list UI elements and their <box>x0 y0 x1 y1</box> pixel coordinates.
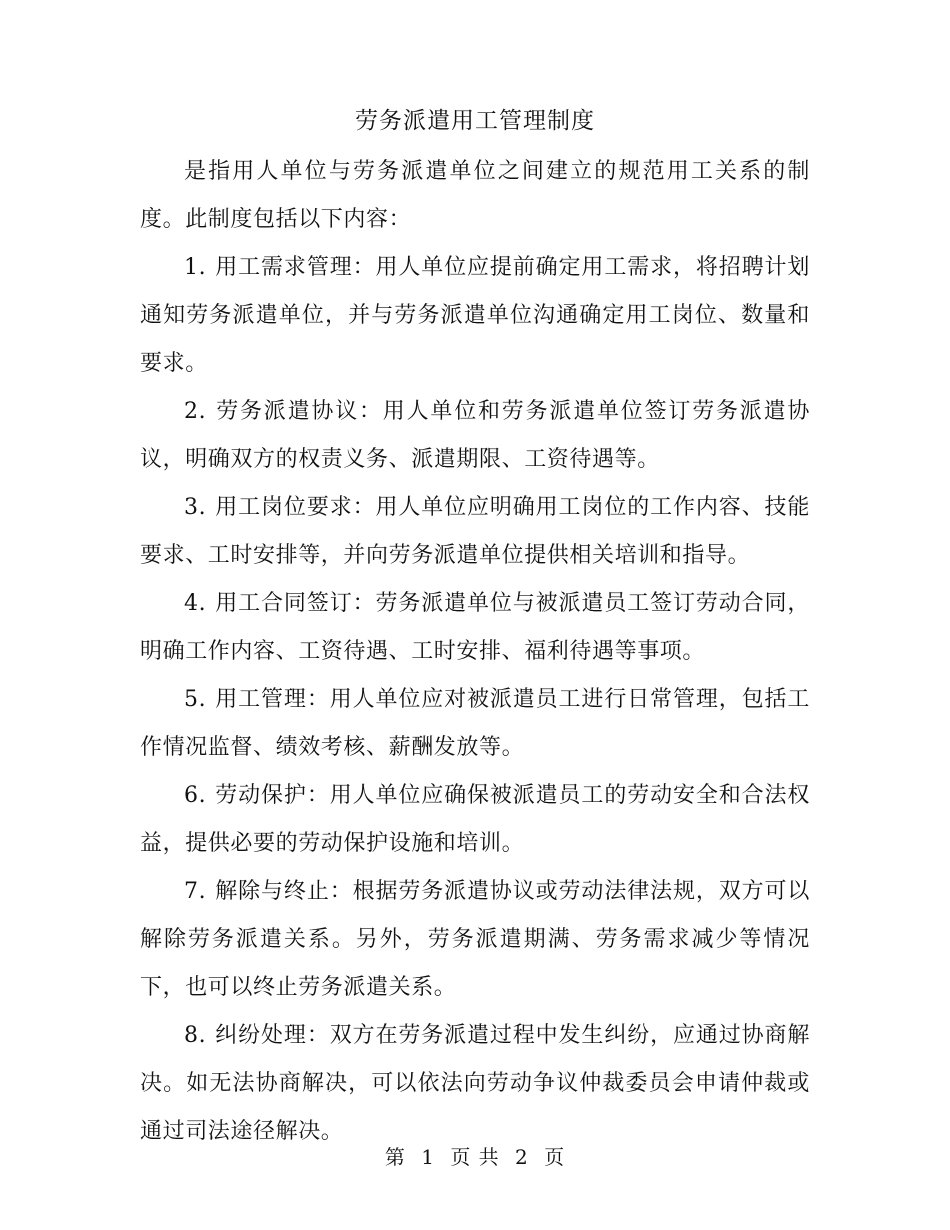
intro-paragraph: 是指用人单位与劳务派遣单位之间建立的规范用工关系的制度。此制度包括以下内容： <box>140 159 810 232</box>
list-item <box>140 244 810 388</box>
document-title: 劳务派遣用工管理制度 <box>355 108 595 134</box>
item-number: 7. <box>184 879 207 904</box>
item-text: 用工需求管理：用人单位应提前确定用工需求，将招聘计划通知劳务派遣单位，并与劳务派遣单位沟通确定用工岗位、数量和要求。 <box>140 255 810 376</box>
list-item <box>140 676 810 772</box>
item-number: 8. <box>184 1023 207 1048</box>
page-footer <box>0 1142 950 1172</box>
item-text: 劳动保护：用人单位应确保被派遣员工的劳动安全和合法权益，提供必要的劳动保护设施和培训。 <box>140 783 810 856</box>
item-number: 2. <box>184 399 207 424</box>
list-item <box>140 1012 810 1156</box>
footer-prefix: 第 <box>384 1145 406 1169</box>
item-number: 3. <box>184 495 207 520</box>
item-text: 纠纷处理：双方在劳务派遣过程中发生纠纷，应通过协商解决。如无法协商解决，可以依法向劳动争议仲裁委员会申请仲裁或通过司法途径解决。 <box>140 1023 810 1144</box>
item-number: 6. <box>184 783 207 808</box>
footer-page-number: 1 <box>421 1145 435 1169</box>
list-item <box>140 868 810 1012</box>
item-number: 4. <box>184 591 207 616</box>
footer-middle: 页 共 <box>450 1145 500 1169</box>
item-text: 用工岗位要求：用人单位应明确用工岗位的工作内容、技能要求、工时安排等，并向劳务派遣单位提供相关培训和指导。 <box>140 495 810 568</box>
item-text: 用工管理：用人单位应对被派遣员工进行日常管理，包括工作情况监督、绩效考核、薪酬发放等。 <box>140 687 810 760</box>
footer-suffix: 页 <box>544 1145 566 1169</box>
item-text: 用工合同签订：劳务派遣单位与被派遣员工签订劳动合同，明确工作内容、工资待遇、工时安排、福利待遇等事项。 <box>140 591 810 664</box>
list-item <box>140 580 810 676</box>
list-item <box>140 388 810 484</box>
footer-total-pages: 2 <box>515 1145 529 1169</box>
item-number: 5. <box>184 687 207 712</box>
item-number: 1. <box>184 255 207 280</box>
item-text: 解除与终止：根据劳务派遣协议或劳动法律法规，双方可以解除劳务派遣关系。另外，劳务派遣期满、劳务需求减少等情况下，也可以终止劳务派遣关系。 <box>140 879 810 1000</box>
list-item <box>140 772 810 868</box>
item-text: 劳务派遣协议：用人单位和劳务派遣单位签订劳务派遣协议，明确双方的权责义务、派遣期限、工资待遇等。 <box>140 399 810 472</box>
document-body <box>140 148 810 1156</box>
list-item <box>140 484 810 580</box>
